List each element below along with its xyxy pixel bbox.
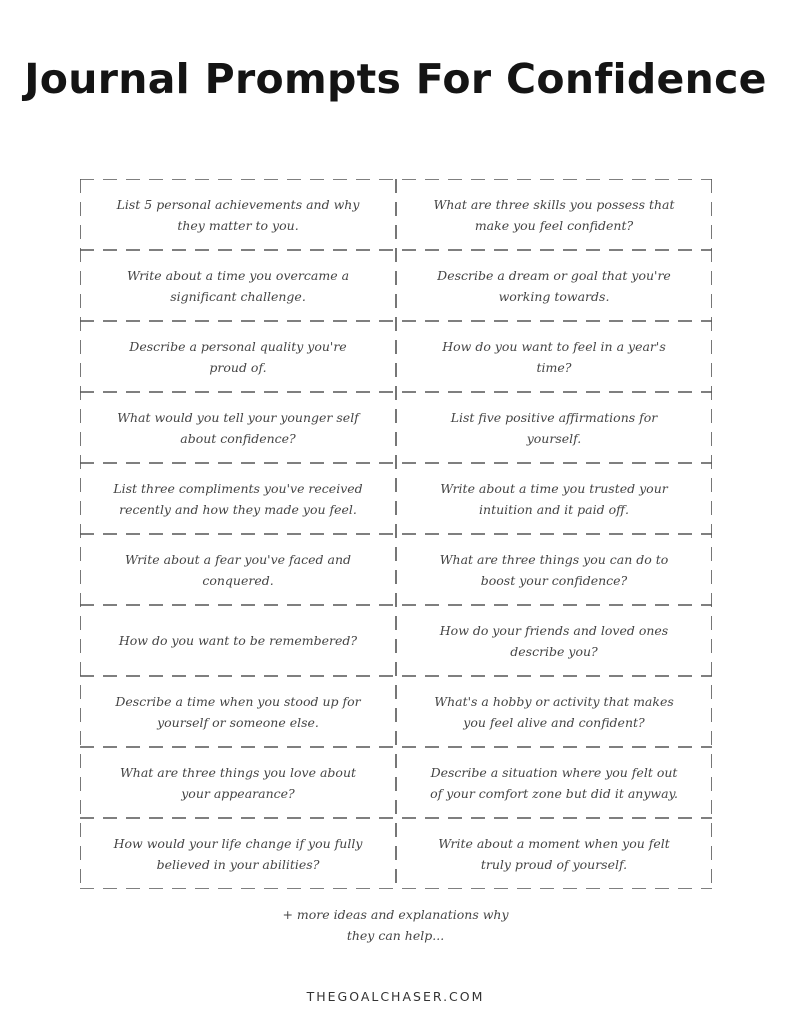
website-url: THEGOALCHASER.COM (306, 989, 485, 1004)
prompt-cell: How do you want to feel in a year's time? (442, 338, 666, 375)
prompt-cell: Write about a time you overcame a significant challenge. (126, 267, 350, 304)
prompt-cell: How do your friends and loved ones describe you? (439, 622, 669, 659)
prompt-cell: Write about a moment when you felt truly proud of yourself. (438, 835, 670, 872)
prompt-cell: List three compliments you've received recently and how they made you feel. (113, 480, 363, 517)
prompt-cell: List five positive affirmations for yourself. (450, 409, 658, 446)
prompt-cell: What are three things you love about your appearance? (119, 764, 357, 801)
prompt-cell: Describe a personal quality you're proud of. (129, 338, 347, 375)
page-title: Journal Prompts For Confidence (24, 55, 767, 103)
prompt-cell: What's a hobby or activity that makes you feel alive and confident? (434, 693, 674, 730)
prompt-cell: Describe a dream or goal that you're working towards. (437, 267, 671, 304)
prompt-cell: What are three skills you possess that make you feel confident? (433, 196, 675, 233)
prompt-cell: Describe a time when you stood up for yourself or someone else. (115, 693, 361, 730)
prompt-cell: Describe a situation where you felt out of your comfort zone but did it anyway. (430, 764, 678, 801)
more-ideas-note (0, 904, 791, 946)
prompt-grid (80, 179, 712, 889)
more-ideas-line-1: + more ideas and explanations why (282, 907, 509, 922)
prompt-cell: List 5 personal achievements and why they matter to you. (116, 196, 360, 233)
prompt-cell: Write about a time you trusted your intuition and it paid off. (440, 480, 668, 517)
prompt-cell: What would you tell your younger self about confidence? (117, 409, 359, 446)
prompt-cell: How would your life change if you fully believed in your abilities? (113, 835, 363, 872)
prompt-cell: Write about a fear you've faced and conquered. (125, 551, 351, 588)
prompt-cell: How do you want to be remembered? (118, 633, 358, 648)
more-ideas-line-2: they can help... (346, 928, 445, 943)
prompt-cell: What are three things you can do to boost your confidence? (439, 551, 669, 588)
